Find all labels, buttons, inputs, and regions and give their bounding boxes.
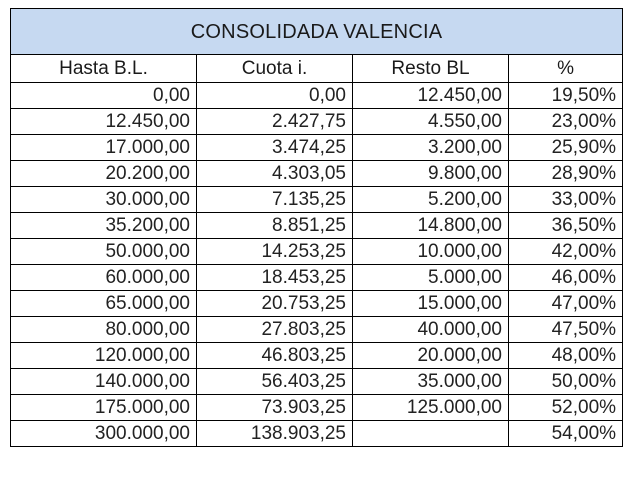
resto-bl-cell: 4.550,00: [353, 109, 509, 135]
cuota-cell: 73.903,25: [197, 395, 353, 421]
table-row: [11, 161, 623, 187]
percent-cell: 52,00%: [509, 395, 623, 421]
resto-bl-cell: 10.000,00: [353, 239, 509, 265]
cuota-cell: 46.803,25: [197, 343, 353, 369]
hasta-bl-cell: 20.200,00: [11, 161, 197, 187]
resto-bl-cell: 3.200,00: [353, 135, 509, 161]
hasta-bl-cell: 140.000,00: [11, 369, 197, 395]
resto-bl-cell: 14.800,00: [353, 213, 509, 239]
header-row: [11, 55, 623, 83]
column-header-cuota: Cuota i.: [197, 55, 353, 83]
percent-cell: 33,00%: [509, 187, 623, 213]
table-row: [11, 109, 623, 135]
hasta-bl-cell: 80.000,00: [11, 317, 197, 343]
cuota-cell: 56.403,25: [197, 369, 353, 395]
hasta-bl-cell: 50.000,00: [11, 239, 197, 265]
resto-bl-cell: [353, 421, 509, 447]
hasta-bl-cell: 35.200,00: [11, 213, 197, 239]
percent-cell: 46,00%: [509, 265, 623, 291]
table-row: [11, 213, 623, 239]
table-row: [11, 239, 623, 265]
cuota-cell: 18.453,25: [197, 265, 353, 291]
resto-bl-cell: 40.000,00: [353, 317, 509, 343]
table-title: CONSOLIDADA VALENCIA: [11, 9, 623, 55]
percent-cell: 47,00%: [509, 291, 623, 317]
cuota-cell: 8.851,25: [197, 213, 353, 239]
hasta-bl-cell: 175.000,00: [11, 395, 197, 421]
percent-cell: 48,00%: [509, 343, 623, 369]
tax-table-container: [10, 8, 622, 447]
table-body: [11, 83, 623, 447]
percent-cell: 25,90%: [509, 135, 623, 161]
tax-bracket-table: [10, 8, 623, 447]
cuota-cell: 2.427,75: [197, 109, 353, 135]
cuota-cell: 27.803,25: [197, 317, 353, 343]
table-row: [11, 421, 623, 447]
resto-bl-cell: 20.000,00: [353, 343, 509, 369]
resto-bl-cell: 5.200,00: [353, 187, 509, 213]
percent-cell: 36,50%: [509, 213, 623, 239]
cuota-cell: 0,00: [197, 83, 353, 109]
hasta-bl-cell: 30.000,00: [11, 187, 197, 213]
table-row: [11, 135, 623, 161]
percent-cell: 42,00%: [509, 239, 623, 265]
cuota-cell: 3.474,25: [197, 135, 353, 161]
hasta-bl-cell: 300.000,00: [11, 421, 197, 447]
resto-bl-cell: 125.000,00: [353, 395, 509, 421]
table-row: [11, 369, 623, 395]
hasta-bl-cell: 0,00: [11, 83, 197, 109]
table-row: [11, 187, 623, 213]
resto-bl-cell: 9.800,00: [353, 161, 509, 187]
table-row: [11, 395, 623, 421]
table-row: [11, 291, 623, 317]
hasta-bl-cell: 60.000,00: [11, 265, 197, 291]
hasta-bl-cell: 17.000,00: [11, 135, 197, 161]
column-header-percent: %: [509, 55, 623, 83]
column-header-hasta-bl: Hasta B.L.: [11, 55, 197, 83]
hasta-bl-cell: 120.000,00: [11, 343, 197, 369]
percent-cell: 50,00%: [509, 369, 623, 395]
resto-bl-cell: 12.450,00: [353, 83, 509, 109]
cuota-cell: 138.903,25: [197, 421, 353, 447]
title-row: [11, 9, 623, 55]
resto-bl-cell: 15.000,00: [353, 291, 509, 317]
cuota-cell: 7.135,25: [197, 187, 353, 213]
percent-cell: 47,50%: [509, 317, 623, 343]
cuota-cell: 14.253,25: [197, 239, 353, 265]
table-row: [11, 317, 623, 343]
table-row: [11, 343, 623, 369]
resto-bl-cell: 35.000,00: [353, 369, 509, 395]
hasta-bl-cell: 12.450,00: [11, 109, 197, 135]
hasta-bl-cell: 65.000,00: [11, 291, 197, 317]
percent-cell: 28,90%: [509, 161, 623, 187]
percent-cell: 19,50%: [509, 83, 623, 109]
percent-cell: 54,00%: [509, 421, 623, 447]
resto-bl-cell: 5.000,00: [353, 265, 509, 291]
cuota-cell: 4.303,05: [197, 161, 353, 187]
column-header-resto-bl: Resto BL: [353, 55, 509, 83]
table-row: [11, 265, 623, 291]
cuota-cell: 20.753,25: [197, 291, 353, 317]
percent-cell: 23,00%: [509, 109, 623, 135]
table-row: [11, 83, 623, 109]
